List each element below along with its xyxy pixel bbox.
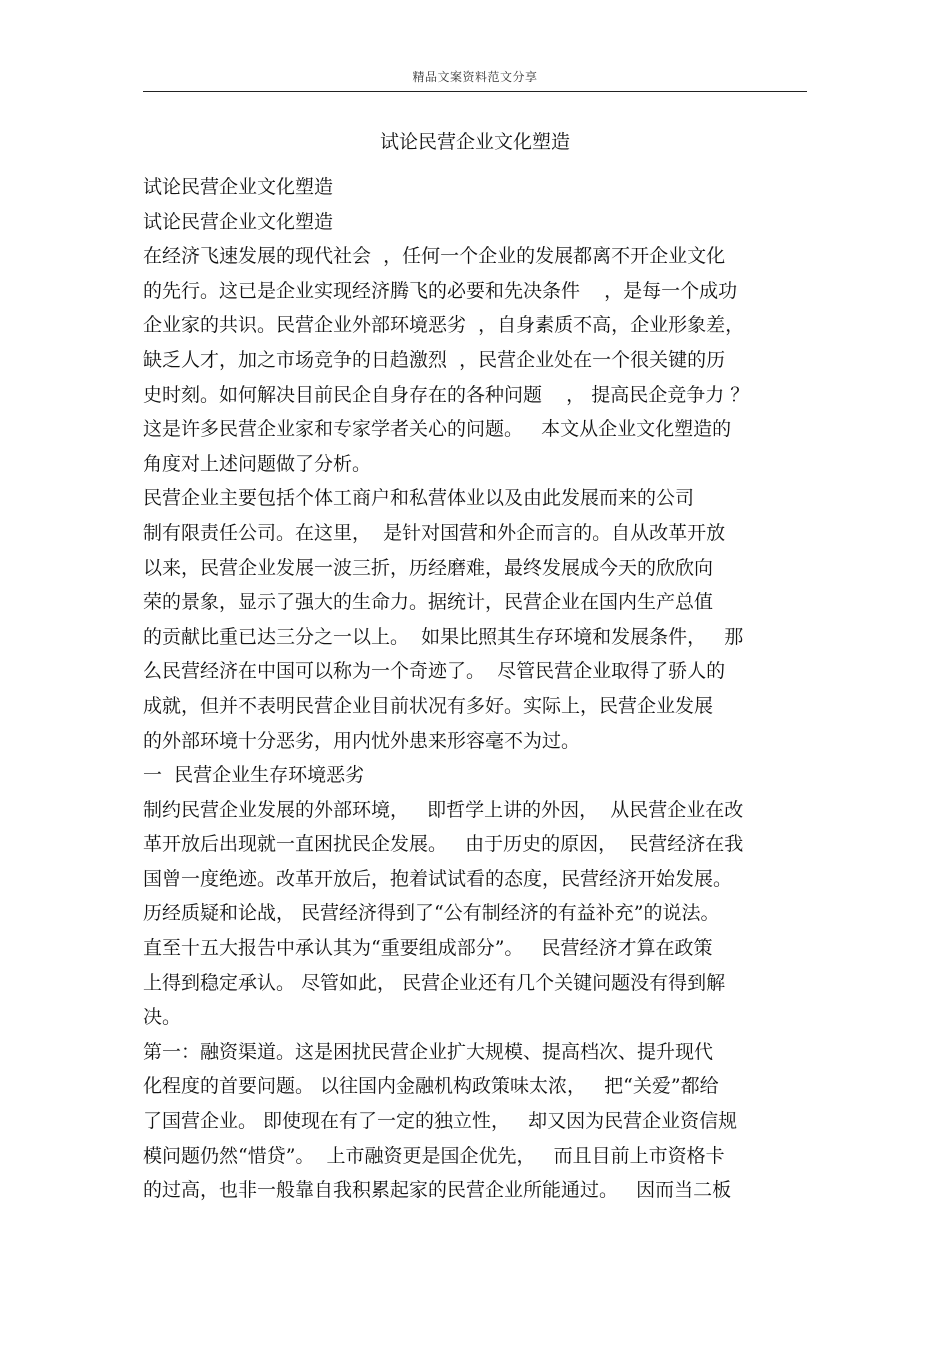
document-title: 试论民营企业文化塑造	[379, 131, 570, 153]
page-header: 精品文案资料范文分享	[412, 70, 538, 84]
text-line: 缺乏人才，加之市场竞争的日趋激烈 ，民营企业处在一个很关键的历	[143, 348, 726, 371]
text-line: 成就，但并不表明民营企业目前状况有多好。实际上，民营企业发展	[143, 694, 714, 717]
text-line: 在经济飞速发展的现代社会 ，任何一个企业的发展都离不开企业文化	[143, 245, 726, 268]
text-line: 历经质疑和论战， 民营经济得到了“公有制经济的有益补充”的说法。	[143, 902, 720, 925]
text-line: 制有限责任公司。在这里， 是针对国营和外企而言的。自从改革开放	[143, 521, 726, 544]
text-line: 国曾一度绝迹。改革开放后，抱着试试看的态度，民营经济开始发展。	[143, 867, 733, 890]
text-line: 第一：融资渠道。这是困扰民营企业扩大规模、提高档次、提升现代	[143, 1040, 714, 1063]
text-line: 试论民营企业文化塑造	[143, 210, 334, 233]
text-line: 决。	[143, 1006, 182, 1029]
text-line: 的先行。这已是企业实现经济腾飞的必要和先决条件 ，是每一个成功	[143, 279, 738, 302]
document-body	[143, 170, 813, 1208]
text-line: 荣的景象，显示了强大的生命力。据统计，民营企业在国内生产总值	[143, 591, 714, 614]
text-line: 试论民营企业文化塑造	[143, 176, 334, 198]
text-line: 角度对上述问题做了分析。	[143, 452, 372, 475]
text-line: 以来，民营企业发展一波三折，历经磨难，最终发展成今天的欣欣向	[143, 556, 714, 579]
text-line: 这是许多民营企业家和专家学者关心的问题。 本文从企业文化塑造的	[143, 418, 732, 441]
text-line: 上得到稳定承认。 尽管如此， 民营企业还有几个关键问题没有得到解	[143, 971, 726, 994]
text-line: 制约民营企业发展的外部环境， 即哲学上讲的外因， 从民营企业在改	[143, 798, 744, 821]
text-line: 民营企业主要包括个体工商户和私营体业以及由此发展而来的公司	[143, 487, 695, 510]
text-line: 么民营经济在中国可以称为一个奇迹了。 尽管民营企业取得了骄人的	[143, 660, 726, 683]
text-line: 的过高，也非一般靠自我积累起家的民营企业所能通过。 因而当二板	[143, 1179, 732, 1202]
text-line: 了国营企业。 即使现在有了一定的独立性， 却又因为民营企业资信规	[143, 1110, 738, 1133]
section-heading: 一 民营企业生存环境恶劣	[143, 764, 365, 787]
text-line: 直至十五大报告中承认其为“重要组成部分”。 民营经济才算在政策	[143, 937, 713, 960]
text-line: 史时刻。如何解决目前民企自身存在的各种问题 ， 提高民企竞争力 ？	[143, 383, 750, 406]
text-line: 的外部环境十分恶劣，用内忧外患来形容毫不为过。	[143, 729, 581, 752]
text-line: 化程度的首要问题。 以往国内金融机构政策味太浓， 把“关爱”都给	[143, 1075, 719, 1098]
header-divider	[143, 91, 807, 92]
text-line: 模问题仍然“惜贷”。 上市融资更是国企优先， 而且目前上市资格卡	[143, 1144, 725, 1167]
text-line: 企业家的共识。民营企业外部环境恶劣 ，自身素质不高，企业形象差，	[143, 314, 745, 337]
text-line: 革开放后出现就一直困扰民企发展。 由于历史的原因， 民营经济在我	[143, 833, 744, 856]
text-line: 的贡献比重已达三分之一以上。 如果比照其生存环境和发展条件， 那	[143, 625, 744, 648]
